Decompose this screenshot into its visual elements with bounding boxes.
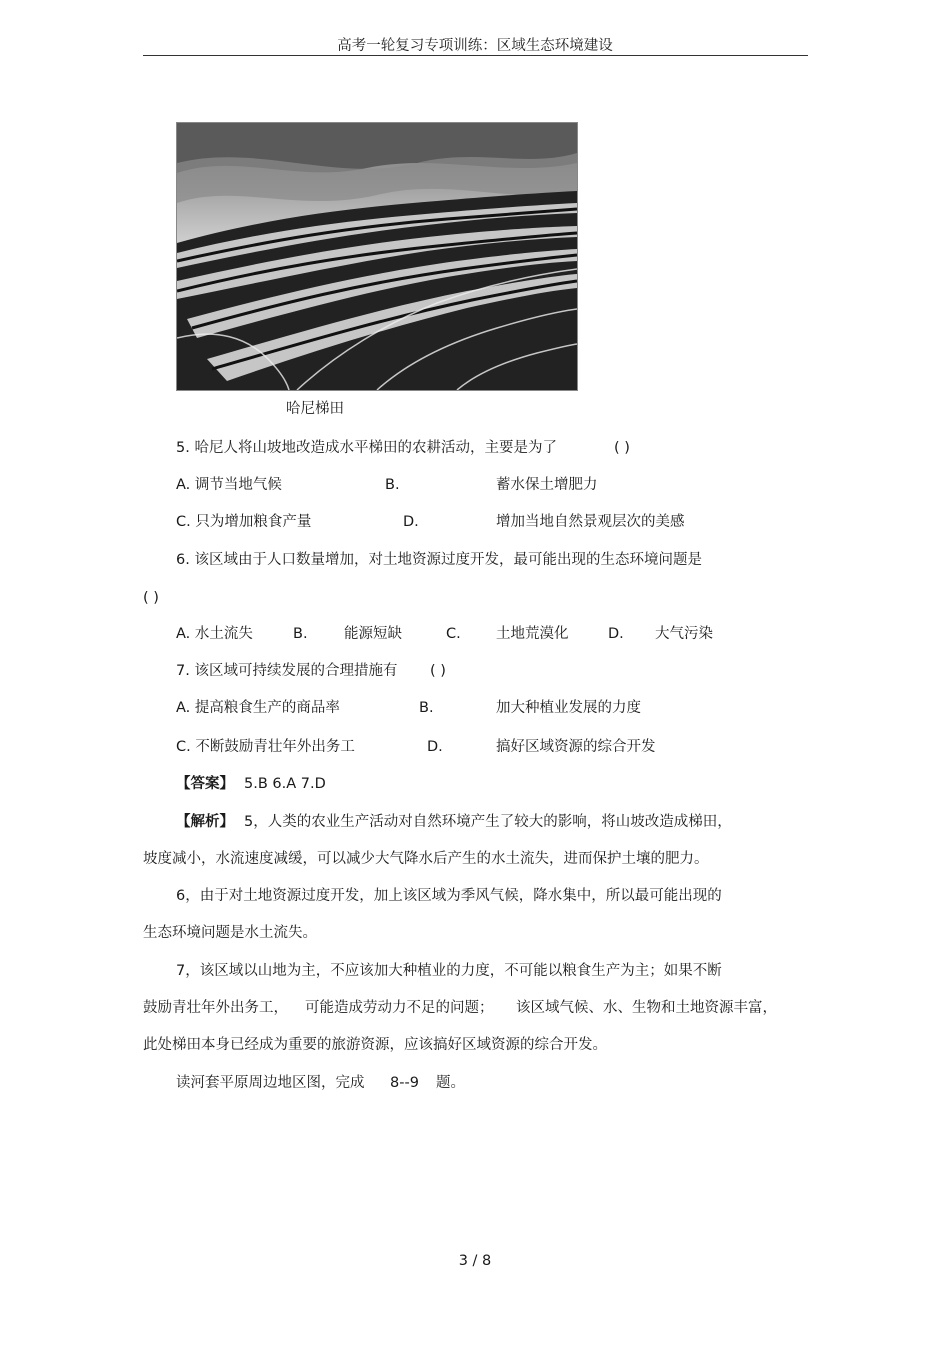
q6-option-c: 土地荒漠化: [496, 626, 569, 642]
q7-option-a: A. 提高粮食生产的商品率: [176, 700, 340, 716]
answer-text: 5.B 6.A 7.D: [244, 776, 326, 792]
analysis-5-line-1: 5，人类的农业生产活动对自然环境产生了较大的影响，将山坡改造成梯田，: [244, 814, 732, 830]
analysis-6-line-1: 6，由于对土地资源过度开发，加上该区域为季风气候，降水集中，所以最可能出现的: [176, 888, 722, 904]
q5-option-a: A. 调节当地气候: [176, 477, 282, 493]
q6-option-b-letter: B.: [293, 626, 308, 642]
figure-caption: 哈尼梯田: [286, 401, 344, 417]
q6-option-c-letter: C.: [446, 626, 461, 642]
q5-option-d: 增加当地自然景观层次的美感: [496, 514, 685, 530]
question-5-paren: ( ): [614, 440, 630, 456]
analysis-7-line-3: 此处梯田本身已经成为重要的旅游资源，应该搞好区域资源的综合开发。: [143, 1037, 607, 1053]
q7-option-b: 加大种植业发展的力度: [496, 700, 641, 716]
running-header: 高考一轮复习专项训练：区域生态环境建设: [337, 38, 613, 54]
q5-option-d-letter: D.: [403, 514, 419, 530]
q5-option-b: 蓄水保土增肥力: [496, 477, 598, 493]
analysis-7-line-2a: 鼓励青壮年外出务工，: [143, 1000, 288, 1016]
q6-option-a: A. 水土流失: [176, 626, 253, 642]
instruction-suffix: 题。: [436, 1075, 465, 1091]
q7-option-c: C. 不断鼓励青壮年外出务工: [176, 739, 355, 755]
q6-option-d-letter: D.: [608, 626, 624, 642]
analysis-7-line-1: 7，该区域以山地为主，不应该加大种植业的力度，不可能以粮食生产为主；如果不断: [176, 963, 722, 979]
question-6-stem: 6. 该区域由于人口数量增加，对土地资源过度开发，最可能出现的生态环境问题是: [176, 552, 702, 568]
analysis-5-line-2: 坡度减小，水流速度减缓，可以减少大气降水后产生的水土流失，进而保护土壤的肥力。: [143, 851, 709, 867]
q5-option-b-letter: B.: [385, 477, 400, 493]
answer-label: 【答案】: [176, 776, 234, 792]
q6-option-b: 能源短缺: [344, 626, 402, 642]
analysis-6-line-2: 生态环境问题是水土流失。: [143, 925, 317, 941]
q7-option-d-letter: D.: [427, 739, 443, 755]
q7-option-b-letter: B.: [419, 700, 434, 716]
question-6-paren: ( ): [143, 590, 159, 606]
q6-option-d: 大气污染: [655, 626, 713, 642]
analysis-7-line-2c: 该区域气候、水、生物和土地资源丰富，: [516, 1000, 777, 1016]
terrace-photo: [176, 122, 578, 391]
q5-option-c: C. 只为增加粮食产量: [176, 514, 312, 530]
question-7-stem: 7. 该区域可持续发展的合理措施有: [176, 663, 398, 679]
instruction-range: 8--9: [390, 1075, 419, 1091]
question-7-paren: ( ): [430, 663, 446, 679]
instruction-text: 读河套平原周边地区图，完成: [176, 1075, 365, 1091]
q7-option-d: 搞好区域资源的综合开发: [496, 739, 656, 755]
analysis-label: 【解析】: [176, 814, 234, 830]
header-rule: [143, 55, 808, 56]
analysis-7-line-2b: 可能造成劳动力不足的问题；: [305, 1000, 494, 1016]
question-5-stem: 5. 哈尼人将山坡地改造成水平梯田的农耕活动，主要是为了: [176, 440, 557, 456]
page-number: 3 / 8: [458, 1253, 492, 1269]
